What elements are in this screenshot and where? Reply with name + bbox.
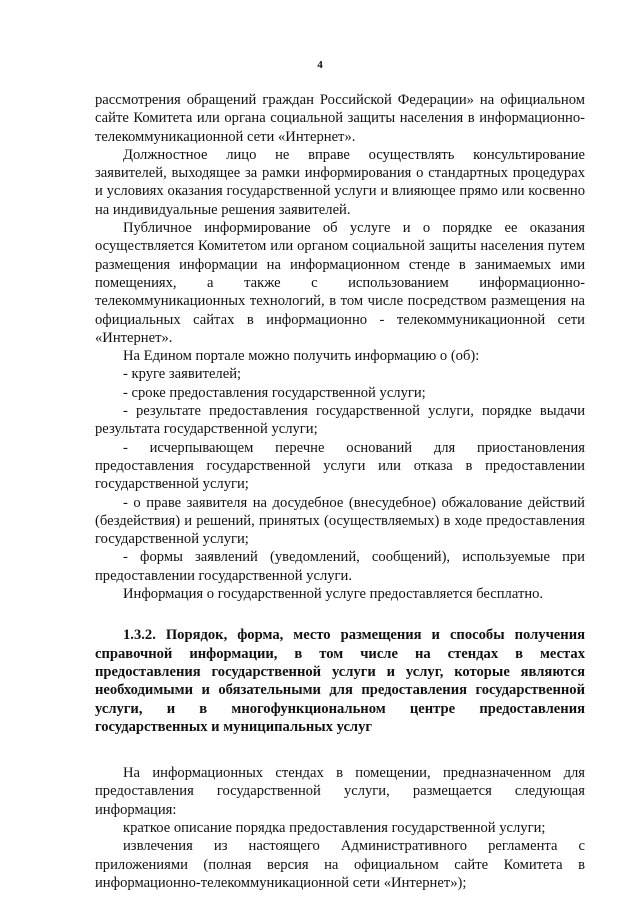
list-item-grounds: - исчерпывающем перечне оснований для приостановления предоставления государственной услуги или отказа в предоставлении государственной услуги; <box>95 439 585 493</box>
list-item-result: - результате предоставления государственной услуги, порядке выдачи результата государственной услуги; <box>95 403 585 438</box>
paragraph-official-restriction: Должностное лицо не вправе осуществлять консультирование заявителей, выходящее за рамки информирования о стандартных процедурах и условиях оказания государственной услуги и влияющее прямо или косвенно на индивидуальные решения заявителей. <box>95 146 585 218</box>
paragraph-info-stands: На информационных стендах в помещении, предназначенном для предоставления государственной услуги, размещается следующая информация: <box>95 765 585 818</box>
list-item-short-description: краткое описание порядка предоставления государственной услуги; <box>123 819 546 836</box>
list-item-forms: - формы заявлений (уведомлений, сообщений), используемые при предоставлении государственной услуги. <box>95 549 585 584</box>
paragraph-unified-portal: На Едином портале можно получить информацию о (об): <box>123 348 480 365</box>
paragraph-public-information: Публичное информирование об услуге и о порядке ее оказания осуществляется Комитетом или органом социальной защиты населения путем размещения информации на информационном стенде в занимаемых ими помещениях, а также с использованием информационно-телекоммуникационных технологий, в том числе посредством размещения на официальных сайтах в информационно - телекоммуникационной сети «Интернет». <box>95 220 585 346</box>
document-body <box>95 91 585 892</box>
section-heading-1-3-2: 1.3.2. Порядок, форма, место размещения и способы получения справочной информации, в том числе на стендах в местах предоставления государственной услуги и услуг, которые являются необходимыми и обязательными для предоставления государственной услуги, и в многофункциональном центре предоставления государственных и муниципальных услуг <box>95 627 585 735</box>
paragraph-continuation: рассмотрения обращений граждан Российской Федерации» на официальном сайте Комитета или органа социальной защиты населения в информационно-телекоммуникационной сети «Интернет». <box>95 92 585 145</box>
page-number: 4 <box>317 59 323 71</box>
paragraph-free-of-charge: Информация о государственной услуге предоставляется бесплатно. <box>123 586 544 603</box>
list-item-applicants: - круге заявителей; <box>123 366 242 383</box>
list-item-appeal-right: - о праве заявителя на досудебное (внесудебное) обжалование действий (бездействия) и решений, принятых (осуществляемых) в ходе предоставления государственной услуги; <box>95 494 585 548</box>
list-item-regulation-extracts: извлечения из настоящего Административного регламента с приложениями (полная версия на официальном сайте Комитета в информационно-телекоммуникационной сети «Интернет»); <box>95 838 585 891</box>
list-item-term: - сроке предоставления государственной услуги; <box>123 384 426 401</box>
